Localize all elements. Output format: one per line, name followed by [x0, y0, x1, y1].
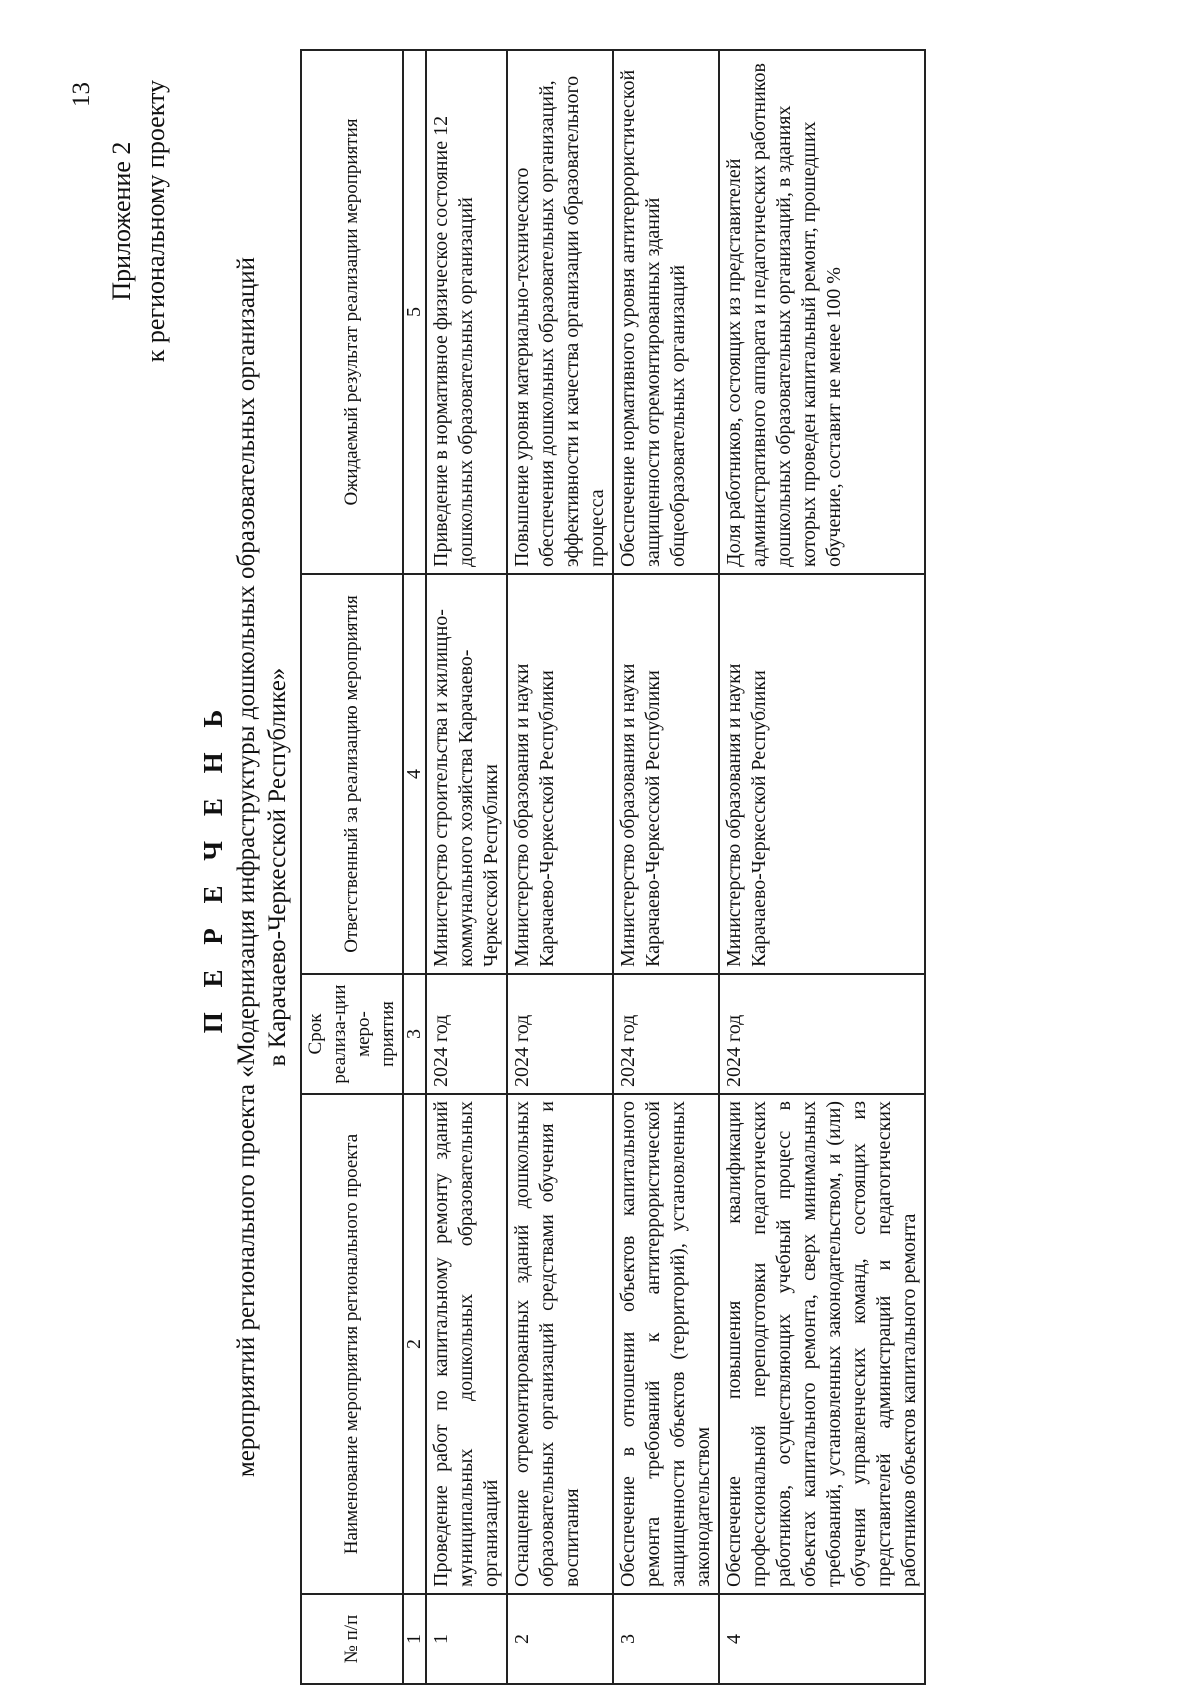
measure-responsible: Министерство строительства и жилищно-коммунального хозяйства Карачаево-Черкесской Республики	[426, 574, 507, 974]
table-row	[613, 50, 719, 1684]
title-main: П Е Р Е Ч Е Н Ь	[198, 700, 228, 1034]
table-header-row	[301, 50, 403, 1684]
document-title	[195, 157, 293, 1577]
table-row	[507, 50, 613, 1684]
title-line-1: мероприятий регионального проекта «Модернизация инфраструктуры дошкольных образовательных организаций	[233, 256, 260, 1478]
title-line-2: в Карачаево-Черкесской Республике»	[264, 667, 291, 1067]
measure-result: Доля работников, состоящих из представителей административного аппарата и педагогических работников дошкольных образовательных организаций, в зданиях которых проведен капитальный ремонт, прошедших обучение, составит не менее 100 %	[719, 50, 925, 574]
row-number: 3	[613, 1594, 719, 1684]
measure-term: 2024 год	[719, 974, 925, 1094]
measure-responsible: Министерство образования и науки Карачаево-Черкесской Республики	[507, 574, 613, 974]
measure-result: Обеспечение нормативного уровня антитеррористической защищенности отремонтированных зданий общеобразовательных организаций	[613, 50, 719, 574]
header-term: Срок реализа-ции меро-приятия	[301, 974, 403, 1094]
column-number: 2	[403, 1094, 426, 1594]
measure-name: Оснащение отремонтированных зданий дошкольных образовательных организаций средствами обучения и воспитания	[507, 1094, 613, 1594]
measure-result: Приведение в нормативное физическое состояние 12 дошкольных образовательных организаций	[426, 50, 507, 574]
annex-line-1: Приложение 2	[107, 141, 136, 301]
measure-name: Обеспечение повышения квалификации профессиональной переподготовки педагогических работников, осуществляющих учебный процесс в объектах капитального ремонта, сверх минимальных требований, установленных законодательством, и (или) обучения управленческих команд, состоящих из представителей администраций и педагогических работников объектов капитального ремонта	[719, 1094, 925, 1594]
measure-term: 2024 год	[507, 974, 613, 1094]
column-number: 4	[403, 574, 426, 974]
measure-term: 2024 год	[613, 974, 719, 1094]
header-responsible: Ответственный за реализацию мероприятия	[301, 574, 403, 974]
measure-responsible: Министерство образования и науки Карачаево-Черкесской Республики	[719, 574, 925, 974]
row-number: 4	[719, 1594, 925, 1684]
measure-name: Проведение работ по капитальному ремонту зданий муниципальных дошкольных образовательных организаций	[426, 1094, 507, 1594]
column-number: 3	[403, 974, 426, 1094]
measure-name: Обеспечение в отношении объектов капитального ремонта требований к антитеррористической защищенности объектов (территорий), установленных законодательством	[613, 1094, 719, 1594]
header-name: Наименование мероприятия регионального проекта	[301, 1094, 403, 1594]
measure-term: 2024 год	[426, 974, 507, 1094]
header-number: № п/п	[301, 1594, 403, 1684]
measures-table	[300, 49, 926, 1685]
annex-label	[105, 80, 173, 362]
measure-result: Повышение уровня материально-технического обеспечения дошкольных образовательных организаций, эффективности и качества организации образовательного процесса	[507, 50, 613, 574]
column-number: 1	[403, 1594, 426, 1684]
row-number: 2	[507, 1594, 613, 1684]
row-number: 1	[426, 1594, 507, 1684]
page-number: 13	[68, 82, 95, 107]
measure-responsible: Министерство образования и науки Карачаево-Черкесской Республики	[613, 574, 719, 974]
header-result: Ожидаемый результат реализации мероприятия	[301, 50, 403, 574]
annex-line-2: к региональному проекту	[141, 80, 170, 363]
table-row	[426, 50, 507, 1684]
table-row	[719, 50, 925, 1684]
column-number-row	[403, 50, 426, 1684]
column-number: 5	[403, 50, 426, 574]
